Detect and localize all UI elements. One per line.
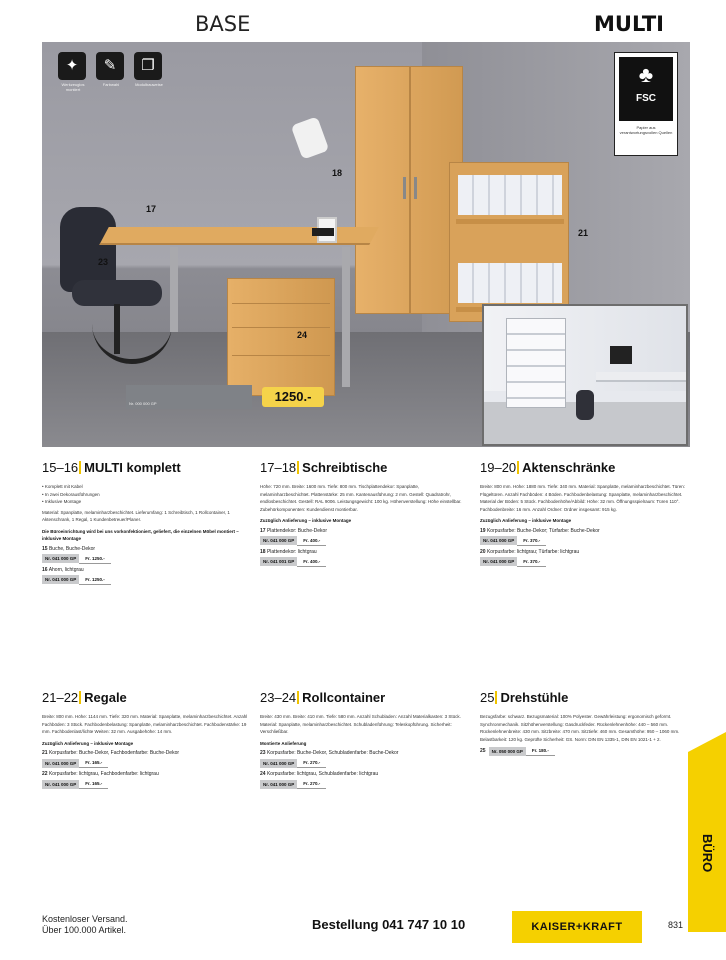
article-row — [260, 557, 468, 567]
product-number: 16 — [42, 566, 48, 573]
product-variant: Ahorn, lichtgrau — [48, 566, 84, 573]
desk-tray — [312, 228, 334, 236]
cabinet-door-split — [409, 67, 411, 313]
article-price: Fr. 370.- — [517, 536, 546, 546]
article-number[interactable]: Nr. 050 000 GP — [489, 747, 526, 756]
shelf-illustration — [449, 162, 569, 322]
article-number[interactable]: Nr. 041 000 GP — [42, 759, 79, 768]
fsc-logo — [619, 57, 673, 121]
section-description: Breite: 430 mm. Breite: 410 mm. Tiefe: 580 mm. Anzahl Schubladen: Anzahl Materialkasten: 3 Stück. Material: Spanplatte, melaminharzbeschichtet. Schubladenführung: Teleskopführung. Sicherheit: Verschließbar. — [260, 714, 461, 734]
article-row — [480, 536, 688, 546]
section-drehstuehle — [480, 690, 688, 756]
fsc-logo-text: FSC — [636, 93, 656, 104]
article-number[interactable]: Nr. 041 001 GP — [260, 557, 297, 566]
section-body — [42, 713, 250, 789]
category-label: BÜRO — [700, 834, 715, 873]
section-heading — [260, 690, 468, 708]
article-number[interactable]: Nr. 041 000 GP — [480, 536, 517, 545]
page-number: 831 — [668, 920, 684, 930]
wall-lamp-illustration — [291, 116, 330, 159]
product-variant: Korpusfarbe: lichtgrau, Fachbodenfarbe: lichtgrau — [48, 771, 159, 777]
section-note: Zuzüglich Anlieferung – inklusive Montage — [260, 518, 352, 523]
section-regale — [42, 690, 250, 789]
product-variant: Korpusfarbe: lichtgrau; Türfarbe: lichtgrau — [486, 548, 580, 555]
section-range: 19–20 — [480, 460, 517, 475]
desk-leg — [342, 247, 350, 387]
product-item — [42, 750, 250, 768]
binders — [458, 175, 562, 215]
feature-color — [96, 52, 126, 92]
tree-icon: ♣ — [638, 62, 654, 87]
product-variant: Korpusfarbe: Buche-Dekor, Schubladenfarbe: Buche-Dekor — [266, 750, 399, 756]
callout-23: 23 — [98, 257, 109, 267]
section-heading — [480, 460, 688, 478]
binders — [458, 263, 562, 303]
section-divider — [297, 691, 299, 704]
drawer-line — [232, 303, 330, 304]
inset-chair — [576, 390, 594, 420]
page-header — [0, 0, 690, 42]
section-note: Montierte Anlieferung — [260, 740, 307, 746]
product-item — [42, 771, 250, 789]
section-title: Schreibtische — [302, 460, 388, 475]
section-heading — [42, 690, 250, 708]
cabinet-illustration — [355, 66, 463, 314]
article-price: Fr. 1250.- — [79, 575, 111, 585]
product-number: 17 — [260, 527, 266, 534]
bullet-item: • Komplett mit Kabel — [42, 483, 250, 491]
bullet-item: • In zwei Dekorausführungen — [42, 491, 250, 499]
article-row — [260, 779, 468, 789]
product-item — [480, 549, 688, 567]
article-price: Fr. 165.- — [79, 758, 108, 768]
product-label — [42, 567, 250, 574]
section-note: Zuzüglich Anlieferung – inklusive Montage — [42, 740, 134, 746]
section-title: Aktenschränke — [522, 460, 616, 475]
drawer-line — [232, 327, 330, 328]
section-rollcontainer — [260, 690, 468, 789]
article-number[interactable]: Nr. 041 000 GP — [260, 759, 297, 768]
article-price: Fr. 370.- — [517, 557, 546, 567]
section-title: Drehstühle — [500, 690, 569, 705]
section-multi-komplett — [42, 460, 250, 585]
section-title: Rollcontainer — [302, 690, 386, 705]
section-body — [260, 713, 468, 789]
product-label — [42, 771, 250, 778]
section-divider — [517, 461, 519, 474]
footer-info — [42, 914, 128, 936]
product-label — [480, 549, 688, 556]
bullet-item: • Inklusive Montage — [42, 498, 250, 506]
category-side-tab[interactable] — [688, 752, 726, 932]
article-number[interactable]: Nr. 041 000 GP — [260, 536, 297, 545]
inset-monitor — [610, 346, 632, 364]
desk-leg — [170, 247, 178, 332]
product-number: 23 — [260, 750, 266, 756]
product-label — [260, 549, 468, 556]
section-description: Breite: 800 mm. Höhe: 1144 mm. Tiefe: 320 mm. Material: Spanplatte, melaminharzbeschichtet. Anzahl Fachböden: 3 Stück. Fachbodenbelastung: Spanplatte, melaminharzbeschichtet. Fachbodenstärke: 19 mm. Fachbodenlast/lichte Weiten: 32 mm. Ausgabehöhe: 14 mm. — [42, 714, 248, 734]
section-range: 21–22 — [42, 690, 79, 705]
product-variant: Korpusfarbe: lichtgrau, Schubladenfarbe: lichtgrau — [266, 771, 379, 777]
product-item — [260, 750, 468, 768]
section-title: Regale — [84, 690, 127, 705]
pencil-icon: ✎ — [96, 52, 124, 80]
header-multi-label: MULTI — [594, 12, 664, 36]
footer-order-phone[interactable]: Bestellung 041 747 10 10 — [312, 917, 466, 932]
price-badge: 1250.- — [262, 387, 324, 407]
section-aktenschraenke — [480, 460, 688, 567]
product-item — [480, 746, 688, 756]
product-variant: Plattendekor: Buche-Dekor — [266, 527, 327, 534]
article-price: Fr. 270.- — [297, 779, 326, 789]
kaiser-kraft-logo: KAISER+KRAFT — [512, 911, 642, 943]
product-label — [42, 546, 250, 553]
article-row — [42, 758, 250, 768]
product-number: 21 — [42, 750, 48, 756]
article-row — [480, 557, 688, 567]
product-item — [42, 546, 250, 564]
section-divider — [297, 461, 299, 474]
section-title: MULTI komplett — [84, 460, 181, 475]
inset-photo — [482, 304, 688, 446]
price-tag — [126, 385, 312, 409]
section-range: 17–18 — [260, 460, 297, 475]
section-divider — [79, 691, 81, 704]
drawer-line — [232, 355, 330, 356]
product-number: 24 — [260, 771, 266, 777]
product-item — [260, 528, 468, 546]
inset-desk — [596, 372, 686, 382]
pedestal-illustration — [227, 278, 335, 396]
section-body — [480, 713, 688, 756]
article-row — [42, 575, 250, 585]
product-label — [260, 771, 468, 778]
callout-17: 17 — [146, 204, 157, 214]
feature-label: Farbwahl — [102, 82, 120, 87]
article-price: Fr. 400.- — [297, 536, 326, 546]
section-body — [480, 483, 688, 567]
section-range: 23–24 — [260, 690, 297, 705]
product-variant: Buche, Buche-Dekor — [48, 545, 96, 552]
product-label — [480, 528, 688, 535]
product-label — [260, 750, 468, 757]
section-description: Höhe: 720 mm. Breite: 1600 mm. Tiefe: 800 mm. Tischplattendekor: Spanplatte, melaminharzbeschichtet. Plattenstärke: 25 mm. Kantenausführung: 2 mm. Gestell: Quadratrohr, endlosbeschichtet. Gestell: RAL 9006. Leistungsgewicht: 100 kg. Höhenverstellung: Höhe einstellbar. Zubehörkomponenten: Kundendienst montierbar. — [260, 484, 462, 512]
article-number[interactable]: Nr. 041 000 GP — [480, 557, 517, 566]
product-number: 25 — [480, 747, 486, 754]
section-body — [42, 483, 250, 585]
article-number[interactable]: Nr. 041 000 GP — [42, 554, 79, 563]
feature-module — [134, 52, 164, 92]
section-divider — [495, 691, 497, 704]
tab-arrow — [688, 732, 726, 752]
product-number: 15 — [42, 545, 48, 552]
section-divider — [79, 461, 81, 474]
shelf-board — [456, 219, 564, 224]
window-icon: ❐ — [134, 52, 162, 80]
callout-24: 24 — [297, 330, 308, 340]
header-base-label: BASE — [195, 12, 251, 36]
section-body — [260, 483, 468, 567]
tools-icon: ✦ — [58, 52, 86, 80]
product-variant: Korpusfarbe: Buche-Dekor, Fachbodenfarbe: Buche-Dekor — [48, 750, 180, 756]
cabinet-handle — [414, 177, 417, 199]
feature-label: Modulbauweise — [135, 82, 163, 87]
section-note: Die Büroeinrichtung wird bei uns vorkonfektioniert, geliefert, die einzelnen Möbel montiert – inklusive Montage — [42, 528, 239, 541]
section-heading — [480, 690, 688, 708]
section-range: 15–16 — [42, 460, 79, 475]
feature-tools — [58, 52, 88, 92]
product-number: 18 — [260, 548, 266, 555]
fsc-badge — [614, 52, 678, 156]
article-row — [480, 746, 688, 756]
article-row — [260, 758, 468, 768]
article-row — [260, 536, 468, 546]
article-price: Fr. 180.- — [526, 746, 555, 756]
feature-label: Werkzeuglos montiert — [61, 82, 85, 92]
article-price: Fr. 1250.- — [79, 554, 111, 564]
product-variant: Plattendekor: lichtgrau — [266, 548, 317, 555]
article-row — [42, 554, 250, 564]
product-label — [260, 528, 468, 535]
hero-photo — [42, 42, 690, 447]
product-item — [480, 528, 688, 546]
section-description: Breite: 800 mm. Höhe: 1880 mm. Tiefe: 340 mm. Material: Spanplatte, melaminharzbeschichtet. Türen: Flügeltüren. Anzahl Fachböden: 4 Böden. Fachbodenbelastung: Spanplatte, melaminharzbeschichtet. Material der Böden: 5 Stück. Fachbodenhöhe/Abbild: Höhe: 32 mm. Öffnungsspielraum: Türen 110°. Fachbodenbreite: 16 mm. Anzahl Ordner: Ordner insgesamt: 915 kg. — [480, 484, 686, 512]
callout-21: 21 — [578, 228, 589, 238]
section-description: Bezugsfarbe: schwarz. Bezugsmaterial: 100% Polyester. Gewährleistung: ergonomisch geformt. Synchronmechanik. Sitzhöhenverstellung: Gasdruckfeder. Rückenlehnenhöhe: 440 – 560 mm. Rückenlehnenbreite: 430 mm. Sitzbreite: 470 mm. Sitztiefe: 460 mm. Gesamthöhe: 950 – 1060 mm. Belastbarkeit: 120 kg. Geprüfte Sicherheit: GS. Norm: DIN EN 1335-1, DIN EN 1021-1 + 2. — [480, 714, 680, 742]
product-label — [42, 750, 250, 757]
article-price: Fr. 165.- — [79, 779, 108, 789]
callout-18: 18 — [332, 168, 343, 178]
footer-shipping: Kostenloser Versand. — [42, 914, 128, 924]
product-item — [42, 567, 250, 585]
section-heading — [42, 460, 250, 478]
section-range: 25 — [480, 690, 495, 705]
feature-icons — [58, 52, 164, 92]
section-heading — [260, 460, 468, 478]
section-description: Material: Spanplatte, melaminharzbeschichtet. Lieferumfang: 1 Schreibtisch, 1 Rollcontainer, 1 Aktenschrank, 1 Regal, 1 Kundenbetreuer/Planer. — [42, 509, 230, 522]
article-price: Fr. 400.- — [297, 557, 326, 567]
product-number: 19 — [480, 527, 486, 534]
footer-articles: Über 100.000 Artikel. — [42, 925, 127, 935]
inset-shelves — [506, 318, 566, 408]
article-number[interactable]: Nr. 041 000 GP — [42, 780, 79, 789]
article-number[interactable]: Nr. 041 000 GP — [260, 780, 297, 789]
article-price: Fr. 270.- — [297, 758, 326, 768]
product-number: 22 — [42, 771, 48, 777]
product-variant: Korpusfarbe: Buche-Dekor; Türfarbe: Buche-Dekor — [486, 527, 600, 534]
fsc-caption: Papier aus verantwortungsvollen Quellen — [619, 125, 673, 135]
section-note: Zuzüglich Anlieferung – inklusive Montage — [480, 518, 572, 523]
product-item — [260, 771, 468, 789]
section-schreibtische — [260, 460, 468, 567]
product-number: 20 — [480, 548, 486, 555]
article-number[interactable]: Nr. 041 000 GP — [42, 575, 79, 584]
product-item — [260, 549, 468, 567]
cabinet-handle — [403, 177, 406, 199]
chair-seat — [72, 280, 162, 306]
price-article: Nr. 000 000 GP — [129, 401, 157, 406]
article-row — [42, 779, 250, 789]
